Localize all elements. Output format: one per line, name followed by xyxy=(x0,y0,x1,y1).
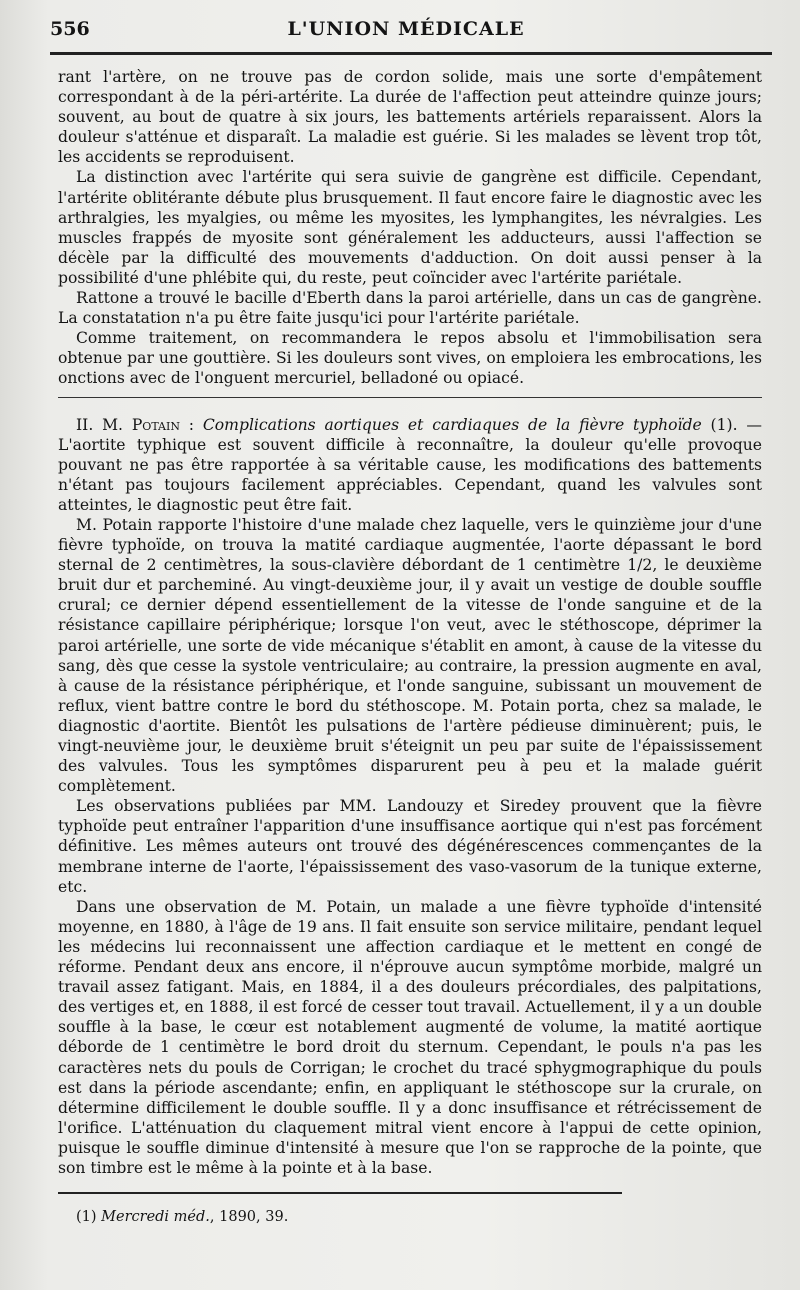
paragraph: Rattone a trouvé le bacille d'Eberth dans la paroi artérielle, dans un cas de gangrène. La constatation n'a pu être faite jusqu'ici pour l'artérite pariétale. xyxy=(58,289,762,328)
paragraph: La distinction avec l'artérite qui sera suivie de gangrène est difficile. Cependant, l'artérite oblitérante débute plus brusquement. Il faut encore faire le diagnostic avec les arthralgies, les myalgies, ou même les myosites, les lymphangites, les névralgies. Les muscles frappés de myosite sont généralement les adducteurs, aussi l'affection se décèle par la difficulté des mouvements d'adduction. On doit aussi penser à la possibilité d'une phlébite qui, du reste, peut coïncider avec l'artérite pariétale. xyxy=(58,168,762,287)
article-title: Complications aortiques et cardiaques de la fièvre typhoïde xyxy=(202,415,702,434)
footnote-journal: Mercredi méd. xyxy=(101,1209,210,1226)
paragraph: Comme traitement, on recommandera le repos absolu et l'immobilisation sera obtenue par une gouttière. Si les douleurs sont vives, on emploiera les embrocations, les onctions avec de l'onguent mercuriel, belladoné ou opiacé. xyxy=(58,329,762,388)
section-number: II. M. xyxy=(76,415,132,434)
section-heading-paragraph xyxy=(58,415,762,515)
footnote-reference: (1). xyxy=(701,415,747,434)
header-rule xyxy=(50,52,772,55)
separator: : xyxy=(179,415,203,434)
intro-text: — L'aortite typhique est souvent difficile à reconnaître, la douleur qu'elle provoque pouvant ne pas être rapportée à sa véritable cause, les modifications des battements n'étant pas toujours facilement appréciables. Cependant, quand les valvules sont atteintes, le diagnostic peut être fait. xyxy=(58,415,762,514)
footnote xyxy=(58,1208,762,1226)
running-title: L'UNION MÉDICALE xyxy=(287,18,525,40)
paragraph: Dans une observation de M. Potain, un malade a une fièvre typhoïde d'intensité moyenne, en 1880, à l'âge de 19 ans. Il fait ensuite son service militaire, pendant lequel les médecins lui reconnaissent une affection cardiaque et le mettent en congé de réforme. Pendant deux ans encore, il n'éprouve aucun symptôme morbide, malgré un travail assez fatigant. Mais, en 1884, il a des douleurs précordiales, des palpitations, des vertiges et, en 1888, il est forcé de cesser tout travail. Actuellement, il y a un double souffle à la base, le cœur est notablement augmenté de volume, la matité aortique déborde de 1 centimètre le bord droit du sternum. Cependant, le pouls n'a pas les caractères nets du pouls de Corrigan; le crochet du tracé sphygmographique du pouls est dans la période ascendante; enfin, en appliquant le stéthoscope sur la crurale, on détermine difficilement le double souffle. Il y a donc insuffisance et rétrécissement de l'orifice. L'atténuation du claquement mitral vient encore à l'appui de cette opinion, puisque le souffle diminue d'intensité à mesure que l'on se rapproche de la pointe, que son timbre est le même à la pointe et à la base. xyxy=(58,897,762,1177)
footnote-marker: (1) xyxy=(76,1209,102,1226)
paragraph: M. Potain rapporte l'histoire d'une malade chez laquelle, vers le quinzième jour d'une fièvre typhoïde, on trouva la matité cardiaque augmentée, l'aorte dépassant le bord sternal de 2 centimètres, la sous-clavière débordant de 1 centimètre 1/2, le deuxième bruit dur et parcheminé. Au vingt-deuxième jour, il y avait un vestige de double souffle crural; ce dernier dépend essentiellement de la vitesse de l'onde sanguine et de la résistance capillaire périphérique; lorsque l'on veut, avec le stéthoscope, déprimer la paroi artérielle, une sorte de vide mécanique s'établit en amont, à cause de la vitesse du sang, dès que cesse la systole ventriculaire; au contraire, la pression augmente en aval, à cause de la résistance périphérique, et l'onde sanguine, subissant un mouvement de reflux, vient battre contre le bord du stéthoscope. M. Potain porta, chez sa malade, le diagnostic d'aortite. Bientôt les pulsations de l'artère pédieuse diminuèrent; puis, le vingt-neuvième jour, le deuxième bruit s'éteignit un peu par suite de l'épaississement des valvules. Tous les symptômes disparurent peu à peu et la malade guérit complètement. xyxy=(58,515,762,796)
page-header xyxy=(50,18,762,48)
footnote-details: , 1890, 39. xyxy=(209,1209,289,1226)
paragraph: Les observations publiées par MM. Landouzy et Siredey prouvent que la fièvre typhoïde peut entraîner l'apparition d'une insuffisance aortique qui n'est pas forcément définitive. Les mêmes auteurs ont trouvé des dégénérescences commençantes de la membrane interne de l'aorte, l'épaississement des vaso-vasorum de la tunique externe, etc. xyxy=(58,797,762,896)
section-divider xyxy=(58,397,762,398)
page-number: 556 xyxy=(50,18,90,40)
paragraph: rant l'artère, on ne trouve pas de cordon solide, mais une sorte d'empâtement correspondant à de la péri-artérite. La durée de l'affection peut atteindre quinze jours; souvent, au bout de quatre à six jours, les battements artériels reparaissent. Alors la douleur s'atténue et disparaît. La maladie est guérie. Si les malades se lèvent trop tôt, les accidents se reproduisent. xyxy=(58,68,762,167)
section-arteritis xyxy=(58,67,762,389)
footnote-rule xyxy=(58,1192,622,1194)
author-name: Potain xyxy=(131,415,180,434)
section-potain xyxy=(58,415,762,1179)
